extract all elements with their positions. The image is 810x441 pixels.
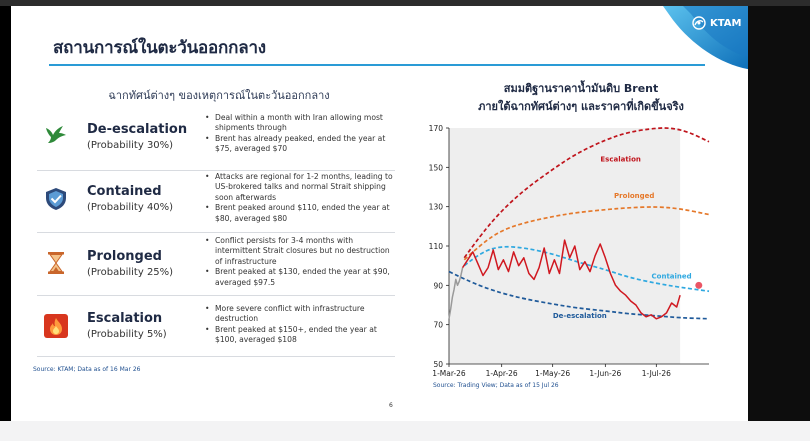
series-label-contained: Contained: [651, 272, 692, 281]
shield-check-icon: [43, 186, 69, 212]
bullet-item: • Attacks are regional for 1-2 months, leading to US-brokered talks and normal Strait shipping soon afterwards: [211, 172, 399, 203]
y-tick-label: 50: [433, 360, 443, 369]
brand-name: KTAM: [710, 17, 742, 29]
chart-source-note: Source: Trading View; Data as of 15 Jul 26: [433, 382, 559, 389]
cursor-marker: [695, 282, 702, 289]
scenario-row-de-escalation: [37, 110, 395, 171]
bullet-item: • Brent peaked around $110, ended the year at $80, averaged $80: [211, 203, 399, 224]
title-divider: [49, 64, 705, 66]
scenario-probability: (Probability 30%): [87, 140, 174, 151]
scenario-name: Contained: [87, 184, 162, 199]
presentation-side-panel: [748, 6, 810, 421]
x-tick-label: 1-May-26: [535, 369, 571, 378]
bullet-item: • Brent peaked at $130, ended the year at $90, averaged $97.5: [211, 267, 399, 288]
chart-title-line-1: สมมติฐานราคาน้ำมันดิบ Brent: [503, 82, 659, 95]
hourglass-icon: [43, 250, 69, 276]
x-tick-label: 1-Jun-26: [589, 369, 622, 378]
scenario-probability: (Probability 40%): [87, 202, 174, 213]
scenario-probability: (Probability 25%): [87, 267, 174, 278]
y-tick-label: 70: [433, 320, 443, 330]
bullet-item: • Conflict persists for 3-4 months with intermittent Strait closures but no destruction of infrastructure: [211, 236, 399, 267]
presentation-bottom-bar: [0, 421, 810, 441]
brand-logo: [692, 16, 741, 30]
slide-title: สถานการณ์ในตะวันออกกลาง: [53, 38, 266, 58]
chart-title: [441, 80, 721, 116]
bullet-item: • More severe conflict with infrastructure destruction: [211, 304, 399, 325]
series-label-de-escalation: De-escalation: [552, 311, 607, 320]
scenario-name: De-escalation: [87, 122, 188, 137]
scenario-row-prolonged: [37, 232, 395, 296]
y-tick-label: 110: [428, 242, 443, 251]
bullet-item: • Brent has already peaked, ended the year at $75, averaged $70: [211, 134, 399, 155]
brent-price-chart: [415, 116, 715, 382]
fire-icon: [43, 313, 69, 339]
left-source-note: Source: KTAM; Data as of 16 Mar 26: [33, 366, 141, 373]
scenario-name: Prolonged: [87, 249, 162, 264]
y-tick-label: 170: [428, 124, 443, 133]
scenario-bullets: [203, 236, 399, 288]
chart-title-line-2: ภายใต้ฉากทัศน์ต่างๆ และราคาที่เกิดขึ้นจริง: [478, 100, 684, 113]
x-tick-label: 1-Apr-26: [485, 369, 518, 378]
series-label-escalation: Escalation: [600, 155, 641, 164]
x-tick-label: 1-Jul-26: [641, 369, 671, 378]
series-label-prolonged: Prolonged: [614, 191, 655, 200]
page-number: 6: [389, 402, 393, 409]
slide-canvas: [11, 6, 748, 421]
y-tick-label: 90: [433, 281, 443, 291]
bullet-item: • Brent peaked at $150+, ended the year at $100, averaged $108: [211, 325, 399, 346]
actual-period-shading: [449, 128, 680, 364]
y-tick-label: 150: [428, 163, 443, 173]
scenario-row-escalation: [37, 295, 395, 357]
ktam-logo-icon: [692, 16, 706, 30]
scenario-row-contained: [37, 170, 395, 233]
scenario-bullets: [203, 304, 399, 346]
scenario-probability: (Probability 5%): [87, 329, 167, 340]
x-tick-label: 1-Mar-26: [432, 369, 466, 378]
scenario-bullets: [203, 113, 399, 155]
scenario-name: Escalation: [87, 311, 163, 326]
bullet-item: • Deal within a month with Iran allowing most shipments through: [211, 113, 399, 134]
scenario-bullets: [203, 172, 399, 224]
scenarios-heading: ฉากทัศน์ต่างๆ ของเหตุการณ์ในตะวันออกกลาง: [108, 89, 330, 102]
y-tick-label: 130: [428, 202, 443, 212]
dove-icon: [43, 120, 69, 146]
